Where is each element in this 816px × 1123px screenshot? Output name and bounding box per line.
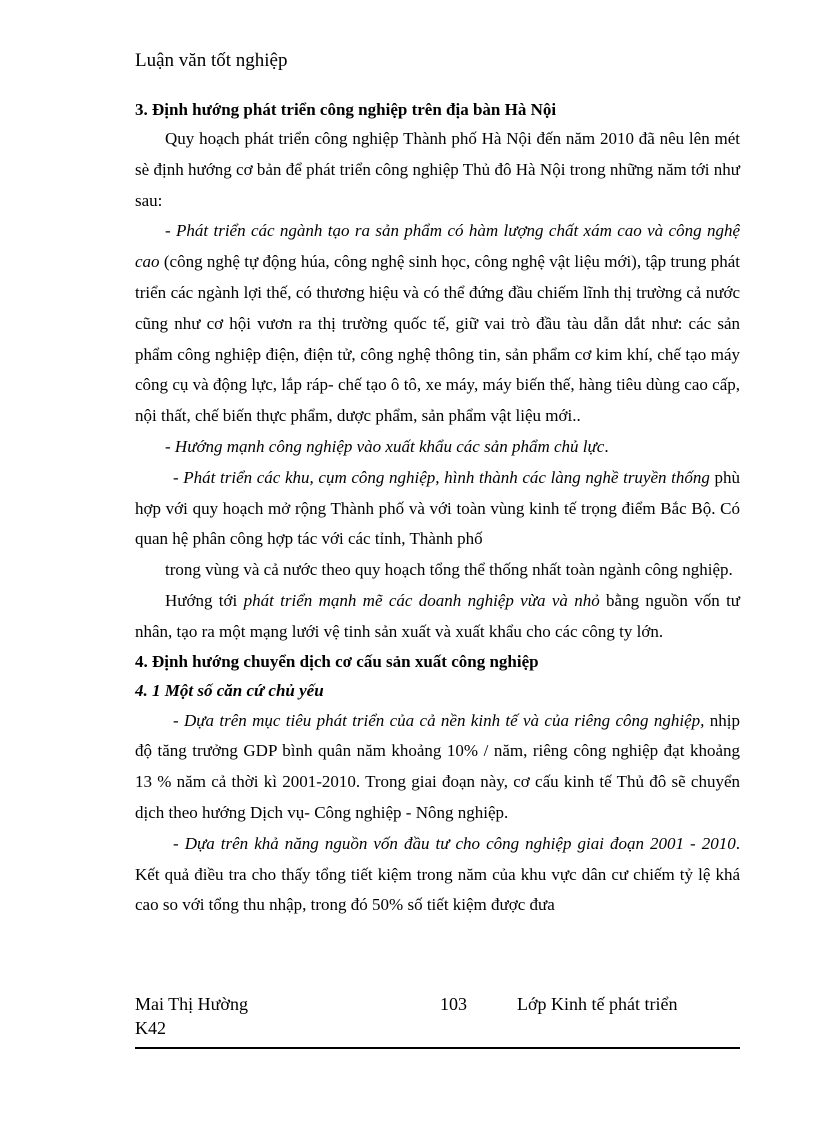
body-text: phù hợp với quy hoạch mở rộng Thành phố và với toàn vùng kinh tế trọng điểm Bắc Bộ. Có quan hệ phân công hợp tác với các tỉnh, Thành phố [135,467,741,549]
page-number: 103 [440,994,467,1014]
section-3-paragraph-1 [135,216,740,432]
page-content [135,96,740,921]
section-4-paragraph-1 [135,706,740,829]
emphasis-text: - Dựa trên khả năng nguồn vốn đầu tư cho công nghiệp giai đoạn 2001 - 2010 [173,833,736,853]
emphasis-text: - Hướng mạnh công nghiệp vào xuất khẩu các sản phẩm chủ lực [165,436,605,456]
body-text: Hướng tới [165,590,244,610]
body-text: (công nghệ tự động húa, công nghệ sinh học, công nghệ vật liệu mới), tập trung phát triển các ngành lợi thế, có thương hiệu và có thể đứng đầu chiếm lĩnh thị trường cả nước cũng như cơ hội vươn ra thị trường quốc tế, giữ vai trò đầu tàu dẫn dắt như: các sản phẩm công nghiệp điện, điện tử, công nghệ thông tin, sản phẩm cơ kim khí, chế tạo máy công cụ và động lực, lắp ráp- chế tạo ô tô, xe máy, máy biến thế, hàng tiêu dùng cao cấp, nội thất, chế biến thực phẩm, dược phẩm, sản phẩm vật liệu mới.. [135,252,740,426]
running-header: Luận văn tốt nghiệp [135,50,288,71]
section-3-paragraph-2 [135,432,740,463]
section-3-intro: Quy hoạch phát triển công nghiệp Thành phố Hà Nội đến năm 2010 đã nêu lên mét sè định hướng cơ bản để phát triển công nghiệp Thủ đô Hà Nội trong những năm tới như sau: [135,129,740,210]
emphasis-text: - Dựa trên mục tiêu phát triển của cả nền kinh tế và của riêng công nghiệp, [173,710,705,730]
footer-author: Mai Thị Hường [135,994,248,1014]
section-4-paragraph-2 [135,829,740,921]
emphasis-text: - Phát triển các khu, cụm công nghiệp, hình thành các làng nghề truyền thống [173,467,710,487]
section-3-paragraph-4 [135,586,740,648]
emphasis-text: - Phát triển các ngành tạo ra sản phẩm có hàm lượng chất xám cao và công nghệ cao [135,221,740,272]
section-3-paragraph-3-continued: trong vùng và cả nước theo quy hoạch tổng thể thống nhất toàn ngành công nghiệp. [165,560,733,580]
body-text: nhịp độ tăng trưởng GDP bình quân năm khoảng 10% / năm, riêng công nghiệp đạt khoảng 13 % năm cả thời kì 2001-2010. Trong giai đoạn này, cơ cấu kinh tế Thủ đô sẽ chuyển dịch theo hướng Dịch vụ- Công nghiệp - Nông nghiệp. [135,710,740,822]
emphasis-text: phát triển mạnh mẽ các doanh nghiệp vừa và nhỏ [243,590,600,610]
section-3-heading: 3. Định hướng phát triển công nghiệp trên địa bàn Hà Nội [135,100,557,119]
footer-cohort: K42 [135,1018,166,1038]
section-3-paragraph-3 [135,463,740,555]
footer-class: Lớp Kinh tế phát triển [517,994,678,1014]
section-4-heading: 4. Định hướng chuyển dịch cơ cấu sản xuất công nghiệp [135,651,539,671]
body-text: bằng nguồn vốn tư nhân, tạo ra một mạng lưới vệ tinh sản xuất và xuất khẩu cho các công ty lớn. [135,590,741,641]
footer-rule [135,1047,740,1049]
section-4-1-heading: 4. 1 Một số căn cứ chủ yếu [135,680,324,700]
body-text: . [604,436,609,456]
body-text: . Kết quả điều tra cho thấy tổng tiết kiệm trong năm của khu vực dân cư chiếm tỷ lệ khá cao so với tổng thu nhập, trong đó 50% số tiết kiệm được đưa [135,833,740,915]
